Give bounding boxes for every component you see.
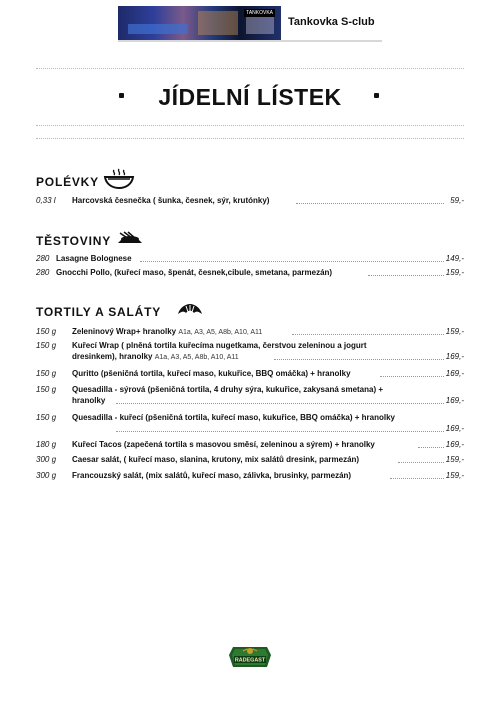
dot-leader (368, 275, 444, 276)
item-price: 159,- (445, 268, 464, 277)
dot-leader (418, 447, 444, 448)
divider (36, 138, 464, 139)
club-photo (118, 6, 281, 40)
header-banner (118, 6, 382, 42)
dot-leader (380, 376, 444, 377)
soup-bowl-icon (102, 167, 136, 189)
dot-leader (140, 261, 444, 262)
item-weight: 280 (36, 268, 50, 277)
photo-sign: TANKOVKA (246, 10, 273, 16)
item-name: Gnocchi Pollo, (kuřecí maso, špenát, česnek,cibule, smetana, parmezán) (56, 268, 333, 277)
divider (36, 125, 464, 126)
section-title-tortily-a-salaty: TORTILY A SALÁTY (36, 305, 162, 319)
item-price: 159,- (445, 455, 464, 464)
item-name: Quritto (pšeničná tortila, kuřecí maso, kukuřice, BBQ omáčka) + hranolky (72, 369, 351, 378)
item-weight: 300 g (36, 455, 57, 464)
item-price: 169,- (445, 440, 464, 449)
divider (36, 68, 464, 69)
radegast-logo (227, 645, 273, 669)
item-price: 149,- (445, 254, 464, 263)
croissant-icon (176, 302, 204, 318)
item-name: Lasagne Bolognese (56, 254, 132, 263)
item-weight: 150 g (36, 369, 57, 378)
item-price: 169,- (445, 424, 464, 433)
item-price: 169,- (445, 352, 464, 361)
dot-leader (398, 462, 444, 463)
item-name: Kuřecí Wrap ( plněná tortila kuřecíma nugetkama, čerstvou zeleninou a jogurt dresinkem), hranolky (72, 341, 367, 361)
section-title-polevky: POLÉVKY (36, 175, 99, 189)
item-name: Kuřecí Tacos (zapečená tortila s masovou směsí, zeleninou a sýrem) + hranolky (72, 440, 375, 449)
title-bullet-right (374, 93, 379, 98)
logo-text: RADEGAST (234, 657, 266, 664)
menu-item (36, 340, 464, 364)
item-name: Francouzský salát, (mix salátů, kuřecí maso, zálivka, brusinky, parmezán) (72, 471, 352, 480)
section-title-testoviny: TĚSTOVINY (36, 234, 111, 248)
menu-item (36, 384, 464, 408)
item-price: 159,- (445, 327, 464, 336)
dot-leader (292, 334, 444, 335)
item-name: Quesadilla - sýrová (pšeničná tortila, 4 druhy sýra, kukuřice, zakysaná smetana) + hranolky (72, 385, 384, 405)
item-price: 59,- (450, 196, 464, 205)
item-name: Zeleninový Wrap+ hranolky (72, 327, 177, 336)
item-price: 169,- (445, 369, 464, 378)
club-name: Tankovka S-club (288, 16, 375, 28)
page-title: JÍDELNÍ LÍSTEK (158, 84, 342, 110)
item-allergens: A1a, A3, A5, A8b, A10, A11 (178, 329, 263, 336)
dot-leader (274, 359, 444, 360)
item-name: Harcovská česnečka ( šunka, česnek, sýr, krutónky) (72, 196, 270, 205)
pasta-icon (116, 230, 144, 246)
dot-leader (116, 431, 444, 432)
item-weight: 150 g (36, 385, 57, 394)
dot-leader (296, 203, 444, 204)
dot-leader (390, 478, 444, 479)
item-weight: 150 g (36, 341, 57, 350)
item-weight: 0,33 l (36, 196, 56, 205)
item-weight: 300 g (36, 471, 57, 480)
item-price: 159,- (445, 471, 464, 480)
item-price: 169,- (445, 396, 464, 405)
item-weight: 150 g (36, 327, 57, 336)
item-allergens: A1a, A3, A5, A8b, A10, A11 (154, 354, 239, 361)
item-weight: 150 g (36, 413, 57, 422)
dot-leader (116, 403, 444, 404)
item-weight: 180 g (36, 440, 57, 449)
item-weight: 280 (36, 254, 50, 263)
item-name: Quesadilla - kuřecí (pšeničná tortila, kuřecí maso, kukuřice, BBQ omáčka) + hranolky (72, 413, 396, 422)
item-name: Caesar salát, ( kuřecí maso, slanina, krutony, mix salátů dresink, parmezán) (72, 455, 360, 464)
menu-item (36, 412, 464, 436)
